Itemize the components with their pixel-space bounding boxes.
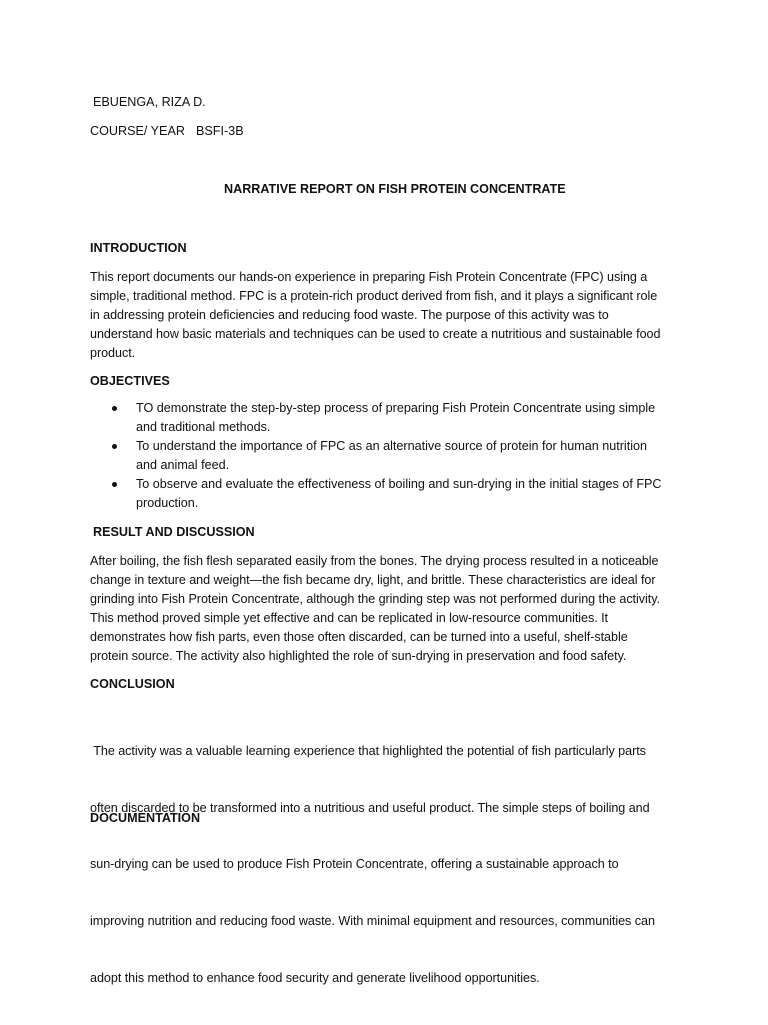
- bullet-icon: [112, 406, 117, 411]
- conclusion-line: often discarded to be transformed into a nutritious and useful product. The simple steps of boiling and: [90, 800, 650, 815]
- objective-line: TO demonstrate the step-by-step process of preparing Fish Protein Concentrate using simple: [136, 401, 656, 415]
- conclusion-line: sun-drying can be used to produce Fish Protein Concentrate, offering a sustainable approach to: [90, 857, 619, 872]
- documentation-heading: DOCUMENTATION: [90, 811, 201, 825]
- results-line: protein source. The activity also highlighted the role of sun-drying in preservation and food safety.: [90, 648, 627, 663]
- results-line: change in texture and weight—the fish became dry, light, and brittle. These characteristics are ideal for: [90, 572, 656, 587]
- conclusion-line: adopt this method to enhance food security and generate livelihood opportunities.: [90, 970, 540, 985]
- introduction-heading: INTRODUCTION: [90, 241, 187, 255]
- objective-item: [90, 475, 690, 513]
- introduction-line: This report documents our hands-on experience in preparing Fish Protein Concentrate (FPC) using a: [90, 270, 648, 284]
- results-paragraph: [90, 552, 690, 665]
- objective-line: To observe and evaluate the effectiveness of boiling and sun-drying in the initial stages of FPC: [136, 476, 662, 491]
- introduction-line: simple, traditional method. FPC is a protein-rich product derived from fish, and it plays a significant role: [90, 288, 658, 303]
- objective-line: and traditional methods.: [136, 419, 271, 434]
- results-line: This method proved simple yet effective and can be replicated in low-resource communities. It: [90, 610, 609, 625]
- objective-item: [90, 399, 690, 437]
- course-year-value: BSFI-3B: [196, 124, 244, 138]
- author-name: EBUENGA, RIZA D.: [93, 95, 206, 109]
- conclusion-line: The activity was a valuable learning experience that highlighted the potential of fish particularly parts: [90, 743, 646, 758]
- course-year-label: COURSE/ YEAR: [90, 124, 185, 138]
- introduction-line: product.: [90, 345, 136, 360]
- objective-item: [90, 437, 690, 475]
- objective-line: To understand the importance of FPC as an alternative source of protein for human nutrition: [136, 438, 648, 453]
- conclusion-line: improving nutrition and reducing food waste. With minimal equipment and resources, communities can: [90, 913, 655, 928]
- introduction-line: understand how basic materials and techniques can be used to create a nutritious and sustainable food: [90, 326, 661, 341]
- introduction-paragraph: [90, 268, 690, 363]
- introduction-line: in addressing protein deficiencies and reducing food waste. The purpose of this activity was to: [90, 307, 609, 322]
- bullet-icon: [112, 444, 117, 449]
- objective-line: production.: [136, 495, 199, 510]
- results-line: grinding into Fish Protein Concentrate, although the grinding step was not performed during the activity.: [90, 591, 660, 606]
- objectives-list: [90, 399, 690, 512]
- conclusion-paragraph: [90, 704, 690, 1025]
- results-heading: RESULT AND DISCUSSION: [93, 525, 255, 539]
- results-line: demonstrates how fish parts, even those often discarded, can be turned into a useful, shelf-stable: [90, 629, 628, 644]
- objectives-heading: OBJECTIVES: [90, 374, 170, 388]
- document-title: NARRATIVE REPORT ON FISH PROTEIN CONCENTRATE: [224, 182, 566, 196]
- conclusion-heading: CONCLUSION: [90, 677, 175, 691]
- results-line: After boiling, the fish flesh separated easily from the bones. The drying process resulted in a noticeable: [90, 554, 659, 568]
- objective-line: and animal feed.: [136, 457, 230, 472]
- bullet-icon: [112, 482, 117, 487]
